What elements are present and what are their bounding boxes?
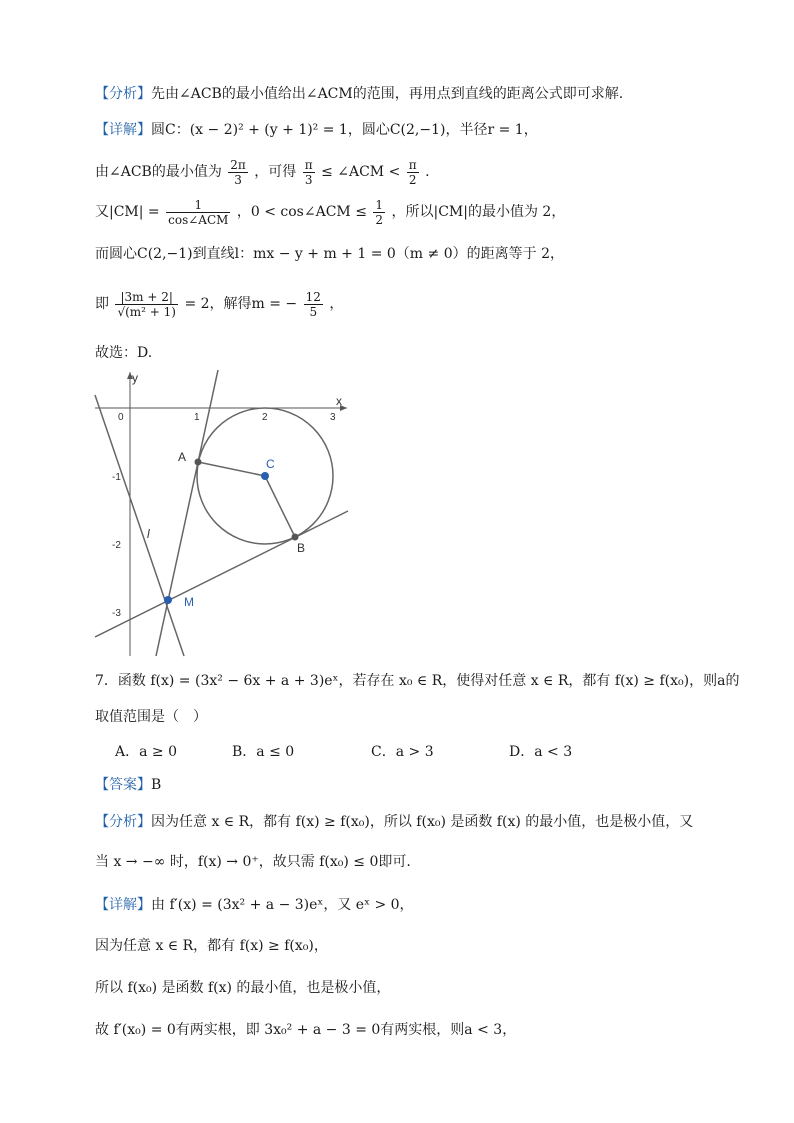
numerator: 1 bbox=[166, 198, 230, 213]
q7-analysis-line2: 当 x → −∞ 时，f(x) → 0⁺，故只需 f(x₀) ≤ 0即可. bbox=[95, 854, 411, 870]
denominator: cos∠ACM bbox=[168, 212, 229, 227]
q6-detail-line5 bbox=[95, 286, 343, 322]
point-a bbox=[195, 459, 202, 466]
analysis-text: 因为任意 x ∈ R，都有 f(x) ≥ f(x₀)，所以 f(x₀) 是函数 f(x) 的最小值，也是极小值，又 bbox=[151, 814, 694, 830]
analysis-tag: 【分析】 bbox=[95, 86, 151, 102]
option-text: a < 3 bbox=[534, 744, 573, 760]
q7-analysis-line1 bbox=[95, 812, 693, 832]
option-label: B． bbox=[232, 744, 257, 760]
geometry-diagram bbox=[92, 366, 352, 658]
q7-stem-line2: 取值范围是（ ） bbox=[95, 709, 207, 725]
fraction bbox=[373, 198, 385, 227]
q6-detail-line1 bbox=[95, 120, 538, 140]
option-b[interactable] bbox=[232, 741, 294, 761]
q6-detail-line3 bbox=[95, 196, 565, 228]
point-c bbox=[261, 472, 269, 480]
label-c: C bbox=[266, 457, 275, 471]
x-axis-label: x bbox=[336, 394, 342, 408]
radius-cb bbox=[265, 476, 295, 537]
x-tick-label: 2 bbox=[262, 412, 268, 423]
denominator: 3 bbox=[234, 172, 242, 187]
q6-detail-line4: 而圆心C(2,−1)到直线l：mx − y + m + 1 = 0（m ≠ 0）的距离等于 2， bbox=[95, 246, 564, 262]
numerator: 2π bbox=[230, 157, 246, 172]
option-label: A． bbox=[115, 744, 140, 760]
q7-detail-line4: 故 f′(x₀) = 0有两实根，即 3x₀² + a − 3 = 0有两实根，则a < 3， bbox=[95, 1022, 517, 1038]
text-segment: . bbox=[425, 164, 430, 180]
analysis-text: 先由∠ACB的最小值给出∠ACM的范围，再用点到直线的距离公式即可求解. bbox=[151, 86, 624, 102]
detail-text: 圆C：(x − 2)² + (y + 1)² = 1，圆心C(2,−1)，半径r = 1， bbox=[151, 122, 538, 138]
x-tick-label: 1 bbox=[194, 412, 200, 423]
fraction bbox=[304, 290, 323, 319]
answer-tag: 【答案】 bbox=[95, 777, 151, 793]
q7-detail-line2: 因为任意 x ∈ R，都有 f(x) ≥ f(x₀)， bbox=[95, 938, 328, 954]
q6-conclusion: 故选：D. bbox=[95, 345, 153, 361]
y-axis-label: y bbox=[132, 371, 138, 385]
text-segment: 又|CM| = bbox=[95, 204, 160, 220]
fraction bbox=[166, 198, 230, 227]
denominator: 5 bbox=[309, 304, 318, 319]
text-segment: ， bbox=[329, 296, 344, 312]
denominator: 2 bbox=[408, 172, 417, 187]
text-segment: = 2，解得m = − bbox=[184, 296, 298, 312]
numerator: π bbox=[408, 157, 417, 172]
option-label: C． bbox=[371, 744, 396, 760]
denominator: √(m² + 1) bbox=[117, 304, 176, 319]
label-l: l bbox=[147, 527, 150, 541]
label-b: B bbox=[297, 541, 306, 555]
x-tick-label: 3 bbox=[330, 412, 336, 423]
fraction bbox=[115, 290, 178, 319]
text-segment: 由∠ACB的最小值为 bbox=[95, 164, 222, 180]
fraction bbox=[407, 158, 419, 187]
option-text: a ≥ 0 bbox=[139, 744, 178, 760]
q6-analysis bbox=[95, 84, 623, 104]
option-d[interactable] bbox=[509, 741, 572, 761]
detail-text: 由 f′(x) = (3x² + a − 3)eˣ，又 eˣ > 0， bbox=[151, 897, 414, 913]
q7-detail-line3: 所以 f(x₀) 是函数 f(x) 的最小值，也是极小值， bbox=[95, 980, 391, 996]
fraction bbox=[228, 158, 248, 187]
text-segment: ，0 < cos∠ACM ≤ bbox=[236, 204, 367, 220]
label-a: A bbox=[178, 450, 187, 464]
denominator: 2 bbox=[375, 212, 384, 227]
numerator: π bbox=[304, 157, 313, 172]
y-tick-label: -3 bbox=[112, 608, 121, 619]
q6-detail-line2 bbox=[95, 156, 430, 188]
q7-stem-line1: 7．函数 f(x) = (3x² − 6x + a + 3)eˣ，若存在 x₀ ∈ R，使得对任意 x ∈ R，都有 f(x) ≥ f(x₀)，则a的 bbox=[95, 673, 740, 689]
radius-ca bbox=[198, 462, 265, 476]
origin-label: 0 bbox=[118, 412, 124, 423]
y-tick-label: -1 bbox=[112, 472, 121, 483]
numerator: |3m + 2| bbox=[115, 290, 178, 305]
answer-value: B bbox=[151, 777, 162, 793]
text-segment: 即 bbox=[95, 296, 109, 312]
fraction bbox=[303, 158, 315, 187]
q7-detail-line1 bbox=[95, 895, 414, 915]
option-a[interactable] bbox=[115, 741, 177, 761]
detail-tag: 【详解】 bbox=[95, 897, 151, 913]
option-label: D． bbox=[509, 744, 535, 760]
analysis-tag: 【分析】 bbox=[95, 814, 151, 830]
q7-answer bbox=[95, 775, 161, 795]
label-m: M bbox=[184, 595, 194, 609]
y-tick-label: -2 bbox=[112, 540, 121, 551]
numerator: 12 bbox=[305, 289, 321, 304]
point-b bbox=[292, 534, 299, 541]
option-c[interactable] bbox=[371, 741, 434, 761]
option-text: a > 3 bbox=[395, 744, 434, 760]
text-segment: ≤ ∠ACM < bbox=[321, 164, 401, 180]
tangent-line-mb bbox=[95, 511, 348, 637]
detail-tag: 【详解】 bbox=[95, 122, 151, 138]
text-segment: ，所以|CM|的最小值为 2， bbox=[391, 204, 566, 220]
denominator: 3 bbox=[304, 172, 313, 187]
option-text: a ≤ 0 bbox=[256, 744, 295, 760]
text-segment: ，可得 bbox=[254, 164, 297, 180]
numerator: 1 bbox=[375, 197, 384, 212]
point-m bbox=[164, 596, 172, 604]
line-l bbox=[95, 395, 187, 656]
